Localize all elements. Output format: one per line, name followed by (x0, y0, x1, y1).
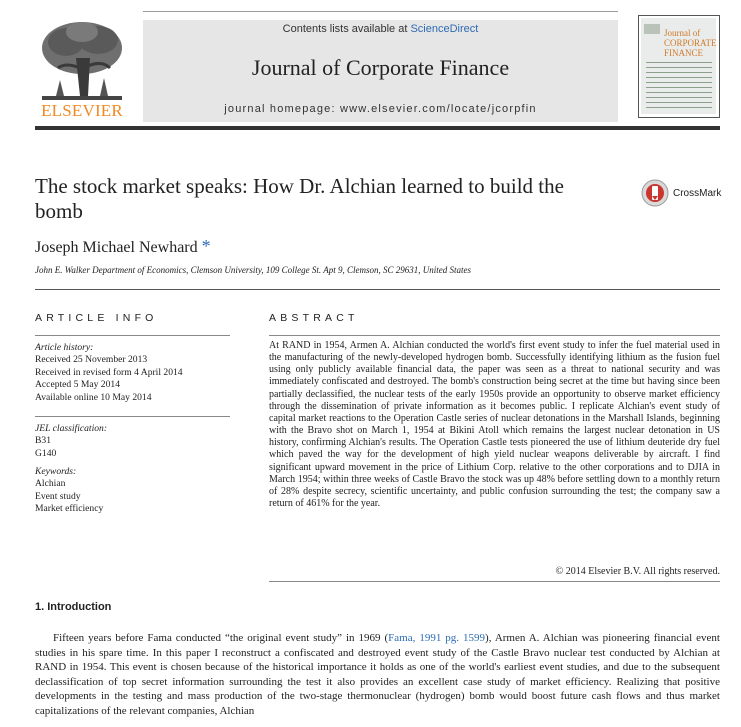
history-item: Available online 10 May 2014 (35, 391, 152, 403)
cover-text-line (646, 62, 712, 63)
article-info-rule (35, 335, 230, 336)
section-heading-introduction: 1. Introduction (35, 601, 112, 613)
cover-text-line (646, 102, 712, 103)
cover-text-line (646, 97, 712, 98)
journal-title: Journal of Corporate Finance (251, 55, 510, 80)
header-bottom-rule (35, 126, 720, 130)
keywords (35, 466, 235, 516)
jel-classification (35, 423, 235, 460)
cover-text-line (646, 107, 712, 108)
cover-text-line (646, 87, 712, 88)
cover-publisher-mark-icon (643, 22, 661, 34)
abstract-rule (269, 335, 720, 336)
elsevier-logo-text: ELSEVIER (41, 101, 123, 120)
abstract-text: At RAND in 1954, Armen A. Alchian conducted the world's first event study to infer the fuel material used in the manufacturing of the newly-developed hydrogen bomb. Successfully identifying lithium as the fusion fuel using only publicly available financial data, the paper was seen as a threat to national security and was immediately confiscated and destroyed. The bomb's construction being secret at the time but having since been partially declassified, the nuclear tests of the early 1950s provide an opportunity to observe market efficiency through the dissemination of private information as it becomes public. I replicate Alchian's event study of capital market reactions to the Operation Castle series of nuclear detonations in the Marshall Islands, beginning with the Bravo shot on March 1, 1954 at Bikini Atoll which remains the largest nuclear detonation in US history, confirming Alchian's results. The Operation Castle tests pioneered the use of lithium deuteride dry fuel which paved the way for the development of high yield nuclear weapons deliverable by aircraft. I find significant upward movement in the price of Lithium Corp. relative to the other corporations and to DJIA in March 1954; within three weeks of Castle Bravo the stock was up 48% before settling down to a monthly return of 28% despite secrecy, scientific uncertainty, and public confusion surrounding the test; the company saw a return of 461% for the year. (269, 340, 720, 510)
cover-journal-title (664, 28, 718, 58)
copyright-notice: © 2014 Elsevier B.V. All rights reserved. (555, 566, 720, 577)
intro-text-rest: ), Armen A. Alchian was pioneering financial event studies in his spare time. In this paper I reconstruct a confiscated and destroyed event study of the Castle Bravo nuclear test conducted by Alchian at RAND in 1954. This event is chosen because of the historical importance it holds as one of the world's earliest event studies, and due to the subsequent declassification of top secret information surrounding the test it also provides an excellent case study of market efficiency. Realizing that positive developments in the testing and mass production of the two-stage thermonuclear (hydrogen) bomb would boost future cash flows and thus market capitalizations of the relevant companies, Alchian (35, 632, 720, 717)
cover-title-line: FINANCE (664, 48, 704, 58)
contents-prefix: Contents lists available at (282, 23, 408, 35)
cover-text-line (646, 72, 712, 73)
keywords-label: Keywords: (35, 466, 77, 477)
history-label: Article history: (35, 342, 94, 353)
abstract-rule (269, 581, 720, 582)
introduction-paragraph (35, 631, 720, 719)
jel-code: G140 (35, 447, 57, 459)
author-line (35, 236, 211, 257)
intro-text-start: Fifteen years before Fama conducted “the original event study” in 1969 ( (53, 632, 389, 644)
cover-text-line (646, 67, 712, 68)
keyword-item: Event study (35, 490, 81, 502)
keyword-item: Market efficiency (35, 503, 104, 515)
journal-homepage-link[interactable]: journal homepage: www.elsevier.com/locate/jcorpfin (224, 103, 537, 115)
article-history (35, 342, 235, 404)
cover-text-line (646, 92, 712, 93)
jel-code: B31 (35, 435, 51, 447)
cover-text-line (646, 77, 712, 78)
crossmark-label[interactable]: CrossMark (673, 188, 722, 199)
jel-label: JEL classification: (35, 423, 108, 434)
cover-text-line (646, 82, 712, 83)
author-affiliation: John E. Walker Department of Economics, Clemson University, 109 College St. Apt 9, Clemson, SC 29631, United States (35, 265, 471, 275)
keyword-item: Alchian (35, 478, 66, 490)
sciencedirect-link[interactable]: ScienceDirect (410, 23, 479, 35)
contents-list-line (143, 23, 618, 35)
header-top-rule (143, 11, 618, 12)
cover-title-line: Journal of (664, 28, 701, 38)
author-name[interactable]: Joseph Michael Newhard (35, 239, 198, 256)
article-info-rule (35, 416, 230, 417)
affiliation-rule (35, 289, 720, 290)
article-info-heading: ARTICLE INFO (35, 312, 158, 324)
paper-title: The stock market speaks: How Dr. Alchian learned to build the bomb (35, 174, 564, 223)
citation-link[interactable]: Fama, 1991 pg. 1599 (388, 632, 486, 644)
history-item: Received 25 November 2013 (35, 354, 148, 366)
crossmark-icon[interactable] (641, 179, 669, 207)
history-item: Received in revised form 4 April 2014 (35, 366, 183, 378)
history-item: Accepted 5 May 2014 (35, 379, 120, 391)
author-footnote-marker[interactable]: * (201, 236, 211, 256)
cover-title-line: CORPORATE (664, 38, 717, 48)
abstract-heading: ABSTRACT (269, 312, 359, 324)
